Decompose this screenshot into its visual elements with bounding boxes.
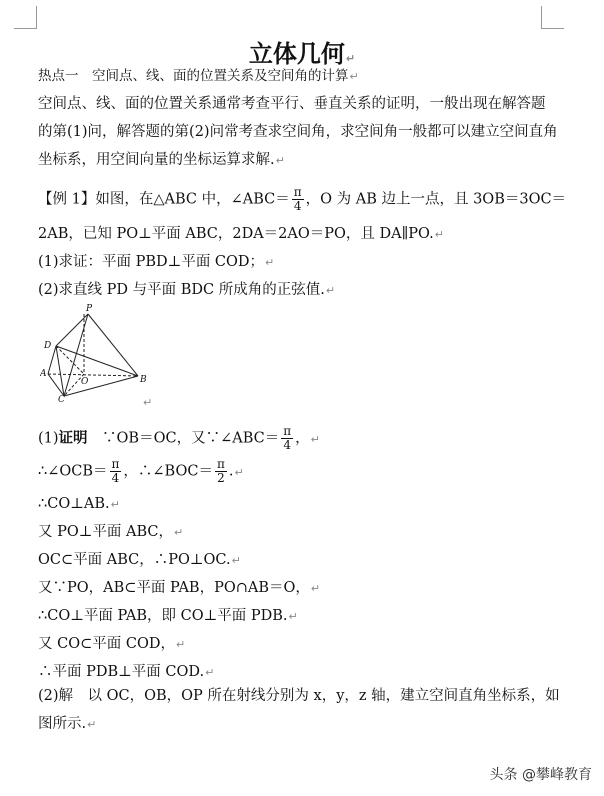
solution-line-10: (2)解 以 OC，OB，OP 所在射线分别为 x，y，z 轴，建立空间直角坐标系，如 (38, 688, 560, 704)
solution-line-7: ∴CO⊥平面 PAB，即 CO⊥平面 PDB.↵ (38, 608, 298, 624)
label-a: A (40, 369, 47, 379)
crop-mark-left (14, 6, 37, 29)
solution-line-2: ∴∠OCB＝ $\frac{\pi}{4}$ ，∴∠BOC＝ $\frac{\pi}{2}$ .↵ (38, 457, 244, 486)
label-b: B (140, 375, 147, 385)
page-title: 立体几何↵ (248, 40, 356, 68)
example-line-2: 2AB，已知 PO⊥平面 ABC，2DA＝2AO＝PO，且 DA∥PO.↵ (38, 226, 444, 242)
question-1: (1)求证：平面 PBD⊥平面 COD；↵ (38, 254, 275, 270)
solution-line-8: 又 CO⊂平面 COD，↵ (38, 636, 186, 652)
example-label: 【例 1】 (38, 191, 96, 208)
label-o: O (81, 377, 89, 387)
hotspot-heading: 热点一 空间点、线、面的位置关系及空间角的计算↵ (38, 68, 359, 84)
fraction-pi-4-c: $\frac{\pi}{4}$ (111, 457, 120, 486)
solution-line-6: 又∵PO，AB⊂平面 PAB，PO∩AB＝O，↵ (38, 580, 321, 596)
crop-mark-right (541, 6, 564, 29)
solution-line-9: ∴平面 PDB⊥平面 COD.↵ (38, 664, 215, 680)
figure-return-mark: ↵ (143, 396, 153, 409)
intro-line-1: 空间点、线、面的位置关系通常考查平行、垂直关系的证明，一般出现在解答题 (38, 96, 546, 112)
fraction-pi-4: $\frac{\pi}{4}$ (293, 185, 302, 214)
geometry-figure (40, 302, 152, 402)
solution-line-5: OC⊂平面 ABC，∴PO⊥OC.↵ (38, 552, 241, 568)
label-c: C (58, 395, 65, 402)
solution-line-4: 又 PO⊥平面 ABC，↵ (38, 524, 184, 540)
solution-line-3: ∴CO⊥AB.↵ (38, 496, 120, 512)
intro-line-3: 坐标系，用空间向量的坐标运算求解.↵ (38, 152, 285, 168)
example-line-1: 【例 1】如图，在△ABC 中，∠ABC＝ $\frac{\pi}{4}$ ，O 为 AB 边上一点，且 3OB＝3OC＝ (38, 185, 567, 214)
watermark: 头条 @攀峰教育 (489, 767, 592, 783)
intro-line-2: 的第(1)问，解答题的第(2)问常考查求空间角，求空间角一般都可以建立空间直角 (38, 124, 558, 140)
solution-line-1: (1)证明 ∵OB＝OC，又∵∠ABC＝ $\frac{\pi}{4}$ ，↵ (38, 424, 320, 453)
label-p: P (86, 304, 93, 314)
fraction-pi-4-b: $\frac{\pi}{4}$ (283, 424, 292, 453)
question-2: (2)求直线 PD 与平面 BDC 所成角的正弦值.↵ (38, 282, 336, 298)
fraction-pi-2: $\frac{\pi}{2}$ (216, 457, 225, 486)
solution-line-11: 图所示.↵ (38, 716, 97, 732)
label-d: D (44, 341, 52, 351)
